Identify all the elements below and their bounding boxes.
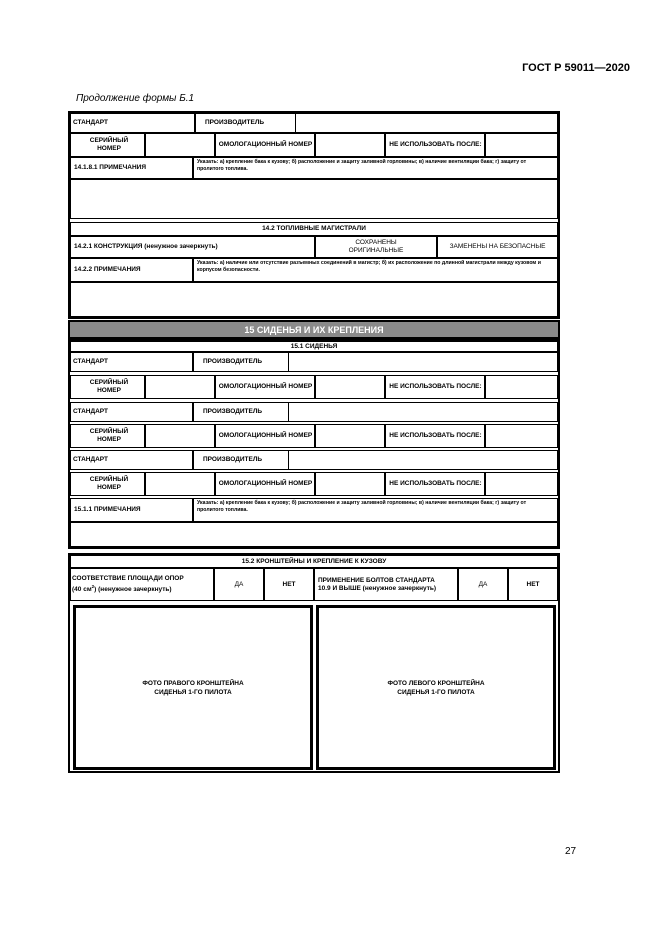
do-not-use-value-seat-3[interactable] <box>485 472 558 496</box>
support-area-yes[interactable]: ДА <box>214 568 264 601</box>
homologation-value-seat-3[interactable] <box>315 472 385 496</box>
do-not-use-after-value[interactable] <box>485 133 558 157</box>
construction-14-2-1-label: 14.2.1 КОНСТРУКЦИЯ (ненужное зачеркнуть) <box>74 243 218 250</box>
support-area-label-line1: СООТВЕТСТВИЕ ПЛОЩАДИ ОПОР <box>72 574 184 582</box>
notes-14-2-2-instructions: Указать: а) наличие или отсутствие разъемных соединений в магистр; б) их расположение по длинной магистрали между кузовом и корпусом безопасности. <box>193 258 558 282</box>
serial-value-seat-3[interactable] <box>145 472 215 496</box>
photo-left-bracket[interactable]: ФОТО ЛЕВОГО КРОНШТЕЙНА СИДЕНЬЯ 1-ГО ПИЛОТА <box>316 605 556 770</box>
homologation-number-value[interactable] <box>315 133 385 157</box>
bolts-label: ПРИМЕНЕНИЕ БОЛТОВ СТАНДАРТА 10.9 И ВЫШЕ (ненужное зачеркнуть) <box>318 576 437 592</box>
bolts-yes[interactable]: ДА <box>458 568 508 601</box>
homologation-label-seat-3: ОМОЛОГАЦИОННЫЙ НОМЕР <box>218 480 313 487</box>
support-area-label <box>72 568 214 601</box>
support-area-label-line2a: (40 см <box>72 586 92 594</box>
continuation-caption: Продолжение формы Б.1 <box>76 93 195 104</box>
do-not-use-label-seat-3: НЕ ИСПОЛЬЗОВАТЬ ПОСЛЕ: <box>389 480 482 487</box>
notes-15-1-1-label: 15.1.1 ПРИМЕЧАНИЯ <box>74 506 141 513</box>
homologation-label-seat-1: ОМОЛОГАЦИОННЫЙ НОМЕР <box>218 383 313 390</box>
section-15-2-title: 15.2 КРОНШТЕЙНЫ И КРЕПЛЕНИЕ К КУЗОВУ <box>241 557 387 565</box>
serial-number-label-seat-3: СЕРИЙНЫЙ НОМЕР <box>89 476 129 491</box>
serial-number-label-seat-1: СЕРИЙНЫЙ НОМЕР <box>89 379 129 394</box>
do-not-use-label-seat-1: НЕ ИСПОЛЬЗОВАТЬ ПОСЛЕ: <box>389 383 482 390</box>
do-not-use-after-label: НЕ ИСПОЛЬЗОВАТЬ ПОСЛЕ: <box>389 141 482 148</box>
do-not-use-label-seat-2: НЕ ИСПОЛЬЗОВАТЬ ПОСЛЕ: <box>389 432 482 439</box>
do-not-use-value-seat-2[interactable] <box>485 424 558 448</box>
homologation-label-seat-2: ОМОЛОГАЦИОННЫЙ НОМЕР <box>218 432 313 439</box>
standard-label-seat-1: СТАНДАРТ <box>73 358 109 365</box>
serial-number-label-seat-2: СЕРИЙНЫЙ НОМЕР <box>89 428 129 443</box>
support-area-label-line2b: ) (ненужное зачеркнуть) <box>94 586 172 594</box>
manufacturer-value-seat-2[interactable] <box>288 402 558 422</box>
homologation-value-seat-2[interactable] <box>315 424 385 448</box>
page-number: 27 <box>565 846 577 857</box>
option-kept-original-label: СОХРАНЕНЫ ОРИГИНАЛЬНЫЕ <box>348 239 404 254</box>
serial-number-label: СЕРИЙНЫЙ НОМЕР <box>89 137 129 152</box>
manufacturer-label-seat-2: ПРОИЗВОДИТЕЛЬ <box>203 408 263 415</box>
support-area-no[interactable]: НЕТ <box>264 568 314 601</box>
serial-value-seat-1[interactable] <box>145 375 215 399</box>
notes-14-1-8-1-area[interactable] <box>70 179 558 219</box>
notes-15-1-1-area[interactable] <box>70 522 558 547</box>
document-code: ГОСТ Р 59011—2020 <box>522 62 630 74</box>
manufacturer-value-seat-1[interactable] <box>288 352 558 372</box>
serial-value-seat-2[interactable] <box>145 424 215 448</box>
serial-number-value[interactable] <box>145 133 215 157</box>
notes-14-2-2-label: 14.2.2 ПРИМЕЧАНИЯ <box>74 266 141 273</box>
manufacturer-label: ПРОИЗВОДИТЕЛЬ <box>205 119 265 126</box>
notes-14-1-8-1-instructions: Указать: а) крепление бака к кузову; б) расположение и защиту заливной горловины; в) наличие вентиляции бака; г) защиту от пролитого топлива. <box>193 157 558 179</box>
option-replaced-safe-label: ЗАМЕНЕНЫ НА БЕЗОПАСНЫЕ <box>449 243 546 250</box>
support-area-label-superscript: 2 <box>91 583 95 589</box>
notes-14-2-2-area[interactable] <box>70 282 558 317</box>
manufacturer-label-seat-1: ПРОИЗВОДИТЕЛЬ <box>203 358 263 365</box>
photo-right-bracket[interactable]: ФОТО ПРАВОГО КРОНШТЕЙНА СИДЕНЬЯ 1-ГО ПИЛОТА <box>73 605 313 770</box>
manufacturer-value-seat-3[interactable] <box>288 450 558 470</box>
standard-label-seat-3: СТАНДАРТ <box>73 456 109 463</box>
notes-14-1-8-1-label: 14.1.8.1 ПРИМЕЧАНИЯ <box>74 164 147 171</box>
homologation-number-label: ОМОЛОГАЦИОННЫЙ НОМЕР <box>218 141 313 148</box>
standard-label: СТАНДАРТ <box>73 119 109 126</box>
standard-label-seat-2: СТАНДАРТ <box>73 408 109 415</box>
bolts-no[interactable]: НЕТ <box>508 568 558 601</box>
section-15-1-title: 15.1 СИДЕНЬЯ <box>290 342 338 350</box>
manufacturer-value[interactable] <box>295 113 558 133</box>
homologation-value-seat-1[interactable] <box>315 375 385 399</box>
manufacturer-label-seat-3: ПРОИЗВОДИТЕЛЬ <box>203 456 263 463</box>
notes-15-1-1-instructions: Указать: а) крепление бака к кузову; б) расположение и защиту заливной горловины; в) наличие вентиляции бака; г) защиту от пролитого топлива. <box>193 498 558 522</box>
do-not-use-value-seat-1[interactable] <box>485 375 558 399</box>
section-15-banner: 15 СИДЕНЬЯ И ИХ КРЕПЛЕНИЯ <box>68 320 560 339</box>
section-14-2-title: 14.2 ТОПЛИВНЫЕ МАГИСТРАЛИ <box>262 225 366 232</box>
